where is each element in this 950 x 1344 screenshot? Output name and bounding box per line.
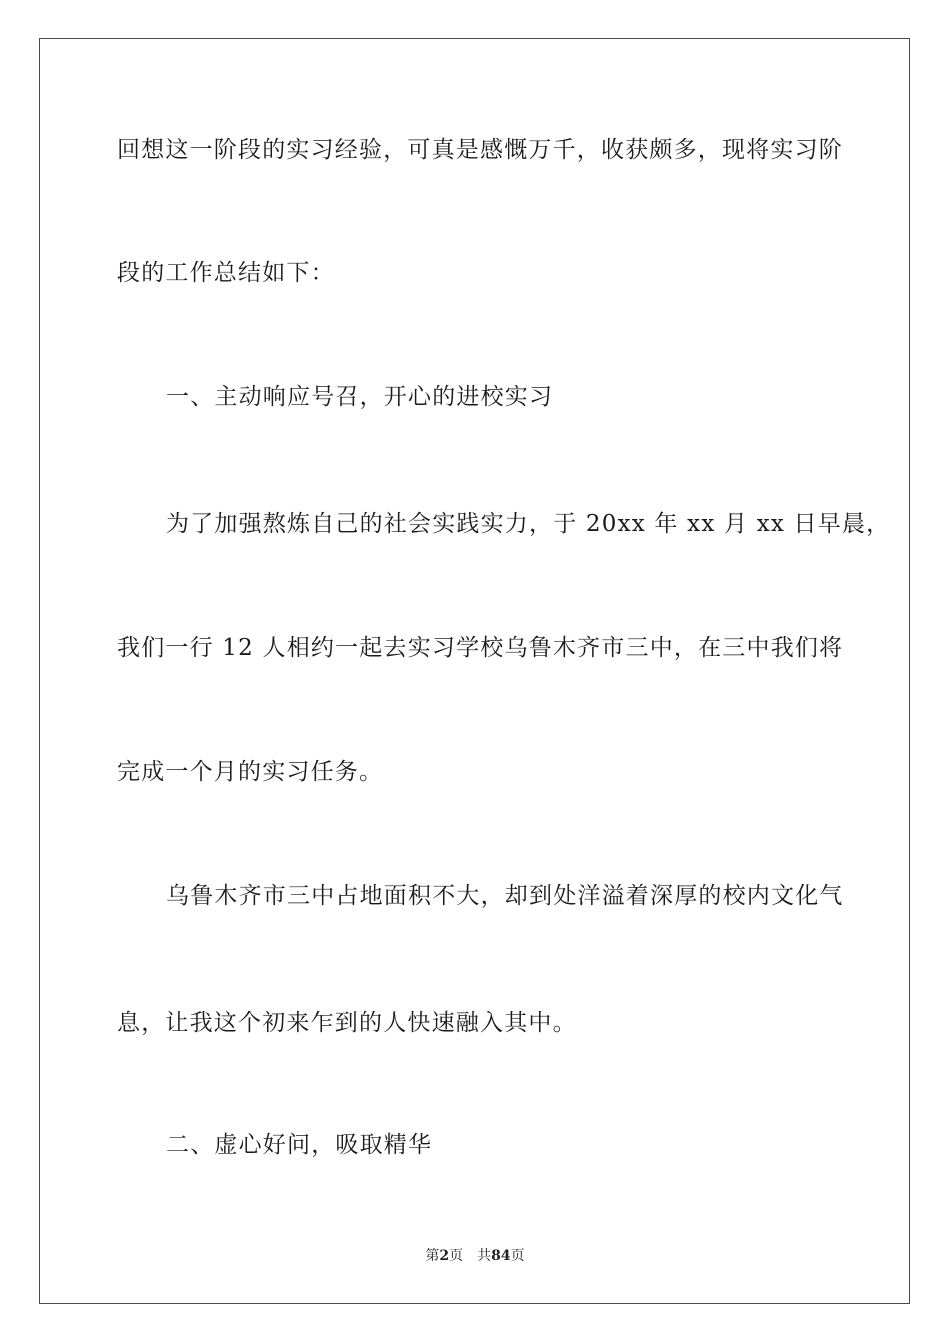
- total-pages: 84: [491, 1248, 511, 1264]
- body-text-line-6: 乌鲁木齐市三中占地面积不大，却到处洋溢着深厚的校内文化气: [166, 883, 844, 909]
- body-text-line-2: 段的工作总结如下：: [117, 260, 335, 286]
- page-number: 2: [439, 1248, 450, 1264]
- page-prefix: 第: [425, 1248, 440, 1264]
- total-prefix: 共: [477, 1248, 492, 1264]
- body-text-line-1: 回想这一阶段的实习经验，可真是感慨万千，收获颇多，现将实习阶: [117, 137, 843, 163]
- total-suffix: 页: [510, 1248, 525, 1264]
- section-heading-1: 一、主动响应号召，开心的进校实习: [166, 384, 554, 410]
- section-heading-2: 二、虚心好问，吸取精华: [166, 1132, 433, 1158]
- body-text-line-4: 我们一行 12 人相约一起去实习学校乌鲁木齐市三中，在三中我们将: [117, 635, 844, 661]
- page-suffix: 页: [449, 1248, 464, 1264]
- page-border: [39, 38, 910, 1304]
- body-text-line-3: 为了加强熬炼自己的社会实践实力，于 20xx 年 xx 月 xx 日早晨，: [166, 511, 891, 537]
- body-text-line-5: 完成一个月的实习任务。: [117, 759, 384, 785]
- body-text-line-7: 息，让我这个初来乍到的人快速融入其中。: [117, 1010, 577, 1036]
- page-footer: [0, 1246, 950, 1266]
